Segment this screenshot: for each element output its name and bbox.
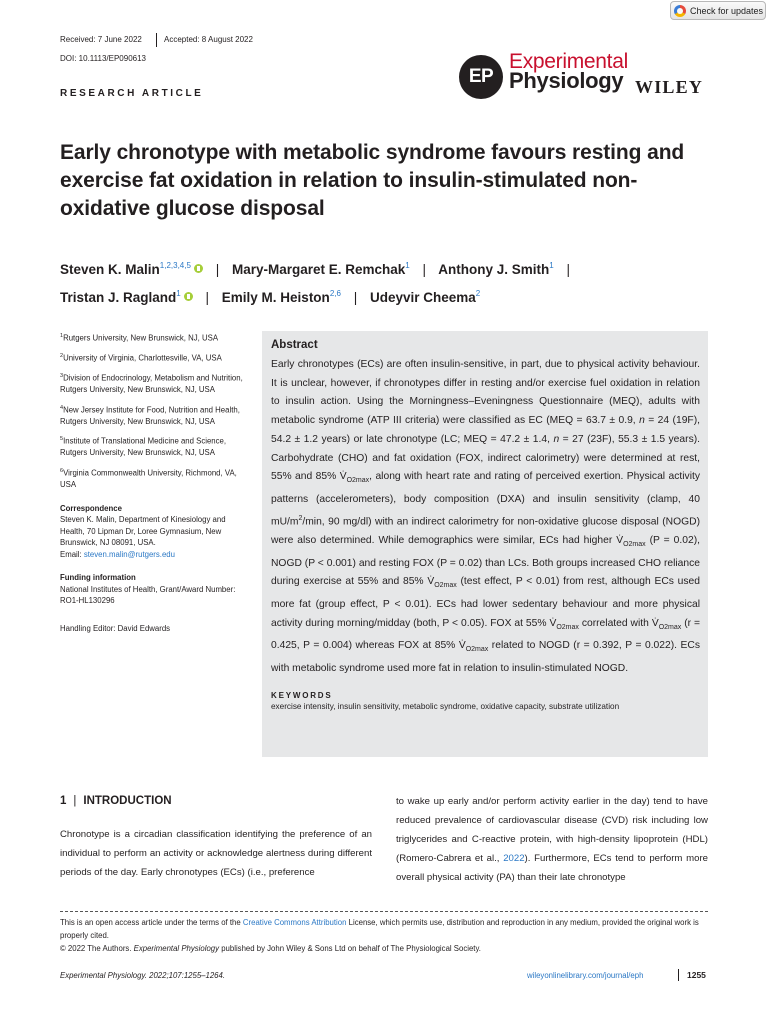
abstract-text: Early chronotypes (ECs) are often insulin-sensitive, in part, due to physical activity behaviour. It is unclear, however, if chronotypes differ in resting and/or exercise fuel oxidation in relation to insulin action. Using the Morningness–Eveningness Questionnaire (MEQ), adults with metabolic syndrome (ATP III criteria) were classified as EC (MEQ = 63.7 ± 0.9, n = 24 (19F), 54.2 ± 1.2 years) or late chronotype (LC; MEQ = 47.2 ± 1.4, n = 27 (23F), 55.3 ± 1.5 years). Carbohydrate (CHO) and fat oxidation (FOX, indirect calorimetry) were determined at rest, 55% and 85% $V̇_{O2max}$, along with heart rate and rating of perceived exertion. Physical activity patterns (accelerometers), body composition (DXA) and insulin sensitivity (clamp, 40 $mU/m^2/\min$, 90 mg/dl) with an indirect calorimetry for non-oxidative glucose disposal (NOGD) were also determined. While demographics were similar, ECs had higher $V̇_{O2max}$ (P = 0.02), NOGD (P < 0.001) and resting FOX (P = 0.02) than LCs. Both groups increased CHO reliance during exercise at 55% and 85% $V̇_{O2max}$ (test effect, P < 0.01) from rest, although ECs used more fat (group effect, P < 0.01). ECs had lower sedentary behaviour and more physical activity during morning/midday (both, P < 0.05). FOX at 55% $V̇_{O2max}$ correlated with $V̇_{O2max}$ (r = 0.425, P = 0.004) whereas FOX at 85% $V̇_{O2max}$ related to NOGD (r = 0.392, P = 0.022). ECs with metabolic syndrome used more fat in relation to insulin-stimulated NOGD. xyxy=(271,359,701,675)
affiliation: $^6$Virginia Commonwealth University, Richmond, VA, USA xyxy=(60,467,237,490)
author-affiliation[interactable]: 1,2,3,4,5 xyxy=(159,261,191,270)
author-name[interactable]: Tristan J. Ragland xyxy=(60,290,177,305)
affiliation: $^2$University of Virginia, Charlottesville, VA, USA xyxy=(60,353,222,363)
author-separator: | xyxy=(205,290,210,305)
accepted-date: Accepted: 8 August 2022 xyxy=(164,35,253,44)
author-affiliation[interactable]: 2,6 xyxy=(329,289,341,298)
author-list xyxy=(60,254,720,310)
journal-name-line2: Physiology xyxy=(509,68,624,93)
journal-citation: Experimental Physiology. 2022;107:1255–1264. xyxy=(60,971,226,980)
section-heading: 1 | INTRODUCTION xyxy=(60,795,172,807)
funding-text: National Institutes of Health, Grant/Award Number: RO1-HL130296 xyxy=(60,584,236,606)
article-title: Early chronotype with metabolic syndrome favours resting and exercise fat oxidation in relation to insulin-stimulated non-oxidative glucose disposal xyxy=(60,141,685,220)
footnote-divider xyxy=(60,911,708,912)
body-column-left: Chronotype is a circadian classification identifying the preference of an individual to perform an activity or acknowledge alertness during different periods of the day. Early chronotypes (ECs) (i.e., preference xyxy=(60,829,372,878)
handling-editor: Handling Editor: David Edwards xyxy=(60,623,171,633)
author-separator: | xyxy=(422,262,427,277)
author-name[interactable]: Udeyvir Cheema xyxy=(369,290,476,305)
affiliation: $^1$Rutgers University, New Brunswick, NJ, USA xyxy=(60,333,219,343)
footer-divider xyxy=(678,969,679,981)
check-for-updates-button[interactable] xyxy=(670,1,766,20)
author-line-2 xyxy=(60,282,720,310)
correspondence-heading: Correspondence xyxy=(60,503,122,513)
author-affiliation[interactable]: 2 xyxy=(475,289,481,298)
check-for-updates-label: Check for updates xyxy=(690,5,764,16)
orcid-icon[interactable] xyxy=(194,264,203,273)
received-date: Received: 7 June 2022 xyxy=(60,35,142,44)
author-affiliation[interactable]: 1 xyxy=(549,261,554,270)
keywords-text: exercise intensity, insulin sensitivity, metabolic syndrome, oxidative capacity, substrate utilization xyxy=(271,701,620,711)
journal-url-link[interactable]: wileyonlinelibrary.com/journal/eph xyxy=(527,971,644,980)
correspondence-text: Steven K. Malin, Department of Kinesiology and Health, 70 Lipman Dr, Loree Gymnasium, New Brunswick, NJ 08091, USA. Email: steven.malin@rutgers.edu xyxy=(60,515,226,559)
crossmark-icon xyxy=(674,5,686,17)
body-column-right: to wake up early and/or perform activity earlier in the day) tend to have reduced prevalence of cardiovascular disease (CVD) risk including low triglycerides and C-reactive protein, with high-density lipoprotein (HDL) (Romero-Cabrera et al., 2022). Furthermore, ECs tend to perform more overall physical activity (PA) than their late chronotype xyxy=(396,796,709,883)
journal-name-line1: Experimental xyxy=(509,50,628,73)
author-separator: | xyxy=(566,262,571,277)
author-separator: | xyxy=(215,262,220,277)
author-name[interactable]: Anthony J. Smith xyxy=(438,262,550,277)
author-line-1 xyxy=(60,254,720,282)
header-divider xyxy=(156,33,157,47)
author-name[interactable]: Emily M. Heiston xyxy=(221,290,330,305)
keywords-heading: KEYWORDS xyxy=(271,690,333,700)
author-name[interactable]: Mary-Margaret E. Remchak xyxy=(231,262,406,277)
affiliation: $^5$Institute of Translational Medicine and Science, Rutgers University, New Brunswick, NJ, USA xyxy=(60,436,227,458)
author-affiliation[interactable]: 1 xyxy=(176,289,181,298)
license-link[interactable]: Creative Commons Attribution xyxy=(242,918,347,927)
article-type: RESEARCH ARTICLE xyxy=(60,88,204,99)
author-affiliation[interactable]: 1 xyxy=(405,261,410,270)
funding-heading: Funding information xyxy=(60,573,136,583)
affiliation: $^4$New Jersey Institute for Food, Nutrition and Health, Rutgers University, New Brunswick, NJ, USA xyxy=(60,404,240,426)
citation-link[interactable]: 2022 xyxy=(503,852,525,864)
author-name[interactable]: Steven K. Malin xyxy=(60,262,160,277)
abstract-box xyxy=(262,331,708,757)
affiliation: $^3$Division of Endocrinology, Metabolism and Nutrition, Rutgers University, New Brunswick, NJ, USA xyxy=(60,373,243,395)
author-separator: | xyxy=(353,290,358,305)
journal-logo-icon: EP xyxy=(459,55,503,99)
doi[interactable]: DOI: 10.1113/EP090613 xyxy=(60,54,146,63)
orcid-icon[interactable] xyxy=(184,292,193,301)
front-matter-sidebar xyxy=(60,331,245,638)
page-number: 1255 xyxy=(687,970,706,980)
email-link[interactable]: steven.malin@rutgers.edu xyxy=(83,549,175,559)
abstract-heading: Abstract xyxy=(271,339,318,351)
license-note: This is an open access article under the terms of the Creative Commons Attribution License, which permits use, distribution and reproduction in any medium, provided the original work is properly cited. © 2022 The Authors. Experimental Physiology published by John Wiley & Sons Ltd on behalf of The Physiological Society. xyxy=(60,918,699,953)
publisher-logo: WILEY xyxy=(635,77,704,97)
